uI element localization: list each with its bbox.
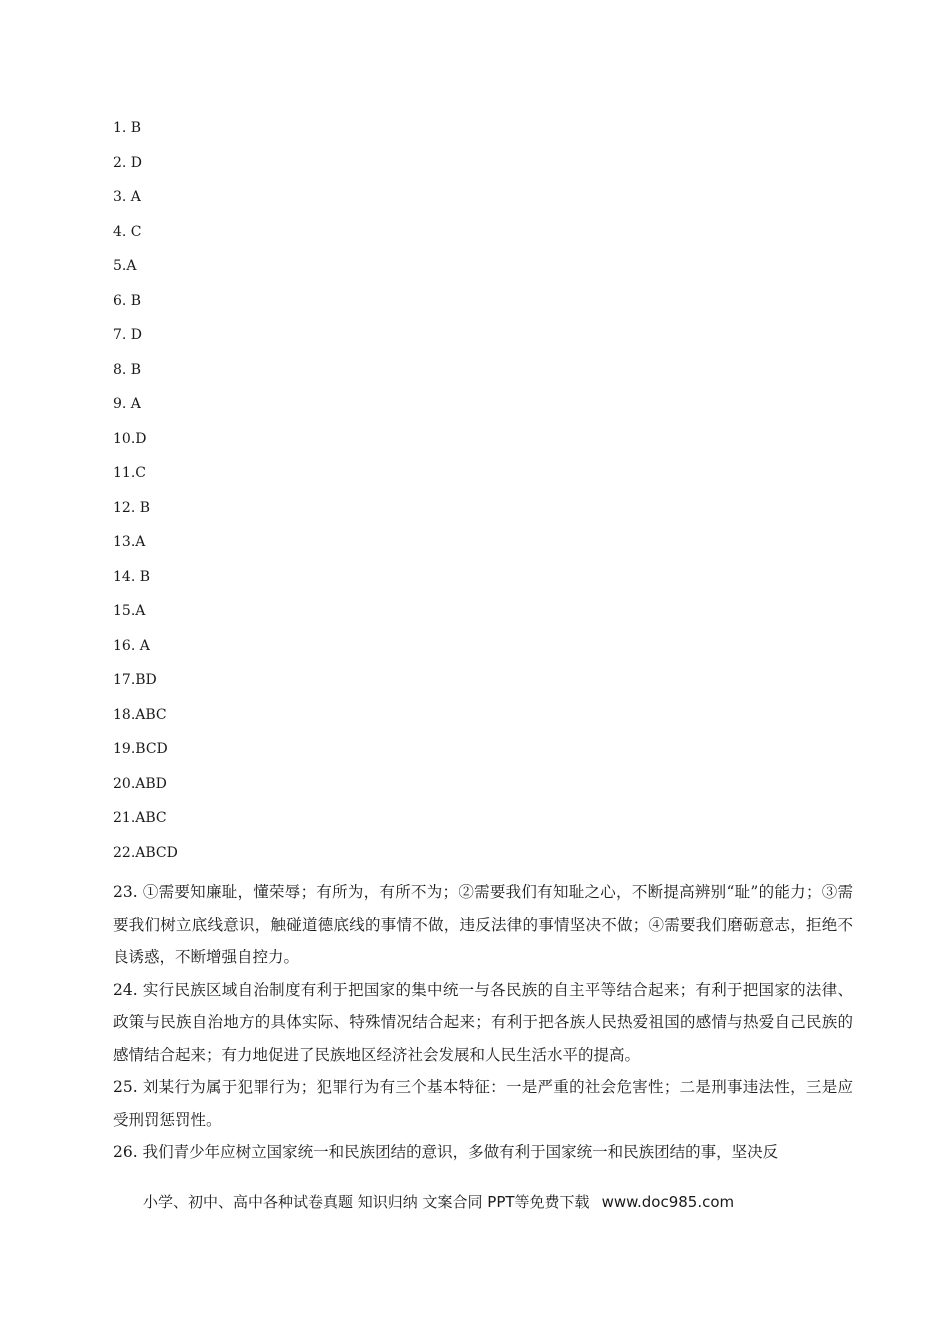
answer-paragraph-24: 24. 实行民族区域自治制度有利于把国家的集中统一与各民族的自主平等结合起来；有利于把国家的法律、政策与民族自治地方的具体实际、特殊情况结合起来；有利于把各族人民热爱祖国的感情与热爱自己民族的感情结合起来；有力地促进了民族地区经济社会发展和人民生活水平的提高。 xyxy=(113,980,853,1064)
answer-item: 8. B xyxy=(113,361,142,378)
answer-item: 4. C xyxy=(113,223,142,240)
footer-text: 小学、初中、高中各种试卷真题 知识归纳 文案合同 PPT等免费下载 xyxy=(143,1193,590,1211)
answer-item: 20.ABD xyxy=(113,775,167,792)
answer-list xyxy=(113,117,853,876)
answer-item: 18.ABC xyxy=(113,706,167,723)
answer-item: 10.D xyxy=(113,430,147,447)
answer-paragraph-25: 25. 刘某行为属于犯罪行为；犯罪行为有三个基本特征：一是严重的社会危害性；二是刑事违法性，三是应受刑罚惩罚性。 xyxy=(113,1078,853,1129)
answer-item: 12. B xyxy=(113,499,151,516)
answer-item: 1. B xyxy=(113,120,142,136)
answer-item: 6. B xyxy=(113,292,142,309)
answer-item: 5.A xyxy=(113,258,137,274)
answer-item: 19.BCD xyxy=(113,741,168,757)
answer-paragraph-26: 26. 我们青少年应树立国家统一和民族团结的意识，多做有利于国家统一和民族团结的事，坚决反 xyxy=(113,1143,779,1161)
answer-item: 16. A xyxy=(113,637,150,654)
answer-item: 2. D xyxy=(113,154,143,171)
page-footer xyxy=(143,1192,734,1212)
answer-item: 15.A xyxy=(113,603,146,619)
answer-item: 3. A xyxy=(113,189,141,205)
answer-item: 17.BD xyxy=(113,672,157,688)
answer-item: 21.ABC xyxy=(113,810,167,826)
answer-paragraphs xyxy=(113,876,853,1169)
answer-item: 9. A xyxy=(113,396,141,412)
answer-item: 11.C xyxy=(113,465,146,481)
answer-paragraph-23: 23. ①需要知廉耻，懂荣辱；有所为，有所不为；②需要我们有知耻之心，不断提高辨别“耻”的能力；③需要我们树立底线意识，触碰道德底线的事情不做，违反法律的事情坚决不做；④需要我们磨砺意志，拒绝不良诱惑，不断增强自控力。 xyxy=(113,883,853,966)
footer-url[interactable]: www.doc985.com xyxy=(601,1193,735,1211)
answer-item: 13.A xyxy=(113,534,146,550)
answer-item: 14. B xyxy=(113,568,151,585)
answer-item: 22.ABCD xyxy=(113,844,178,861)
answer-item: 7. D xyxy=(113,327,143,343)
